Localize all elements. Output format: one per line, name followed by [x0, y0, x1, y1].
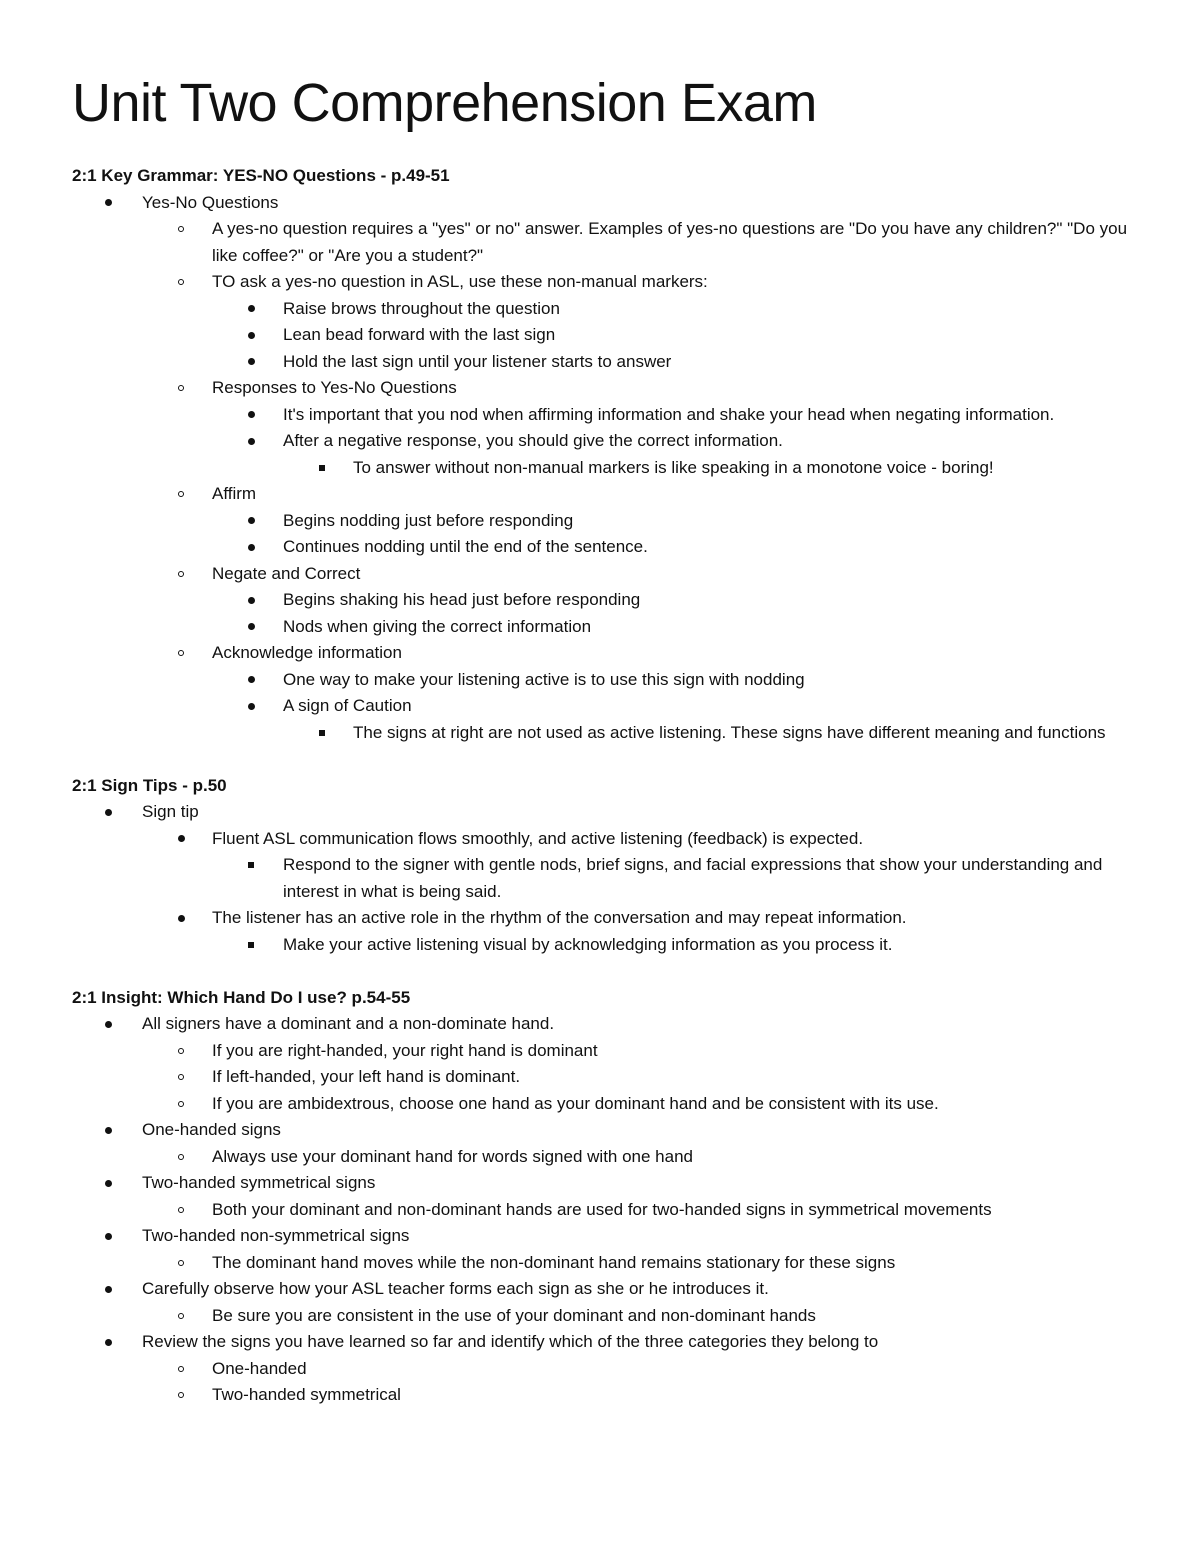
list-item-text: One-handed signs — [142, 1120, 281, 1139]
bullet-dot-icon — [244, 534, 258, 561]
list-item — [72, 826, 1152, 853]
bullet-dot-icon — [244, 402, 258, 429]
list-item — [72, 1197, 1152, 1224]
list-item-text: Lean bead forward with the last sign — [283, 325, 556, 344]
list-item — [72, 1144, 1152, 1171]
list-item — [72, 1091, 1152, 1118]
list-item-text: Begins shaking his head just before responding — [283, 590, 641, 609]
list-item — [72, 1250, 1152, 1277]
list-item-text: Always use your dominant hand for words signed with one hand — [212, 1146, 694, 1166]
bullet-dot-icon — [244, 349, 258, 376]
bullet-circle-icon — [174, 1144, 188, 1171]
list-item-text: Two-handed non-symmetrical signs — [142, 1226, 410, 1245]
bullet-circle-icon — [174, 1356, 188, 1383]
bullet-circle-icon — [174, 269, 188, 296]
list-item — [72, 561, 1152, 588]
bullet-circle-icon — [174, 216, 188, 243]
list-item-text: Hold the last sign until your listener starts to answer — [283, 351, 672, 371]
bullet-dot-icon — [101, 799, 115, 826]
list-item — [72, 349, 1152, 376]
list-item-text: If left-handed, your left hand is dominant. — [212, 1067, 521, 1086]
list-item — [72, 481, 1152, 508]
list-item-text: Sign tip — [142, 802, 199, 821]
section — [72, 163, 1152, 746]
list-item-text: TO ask a yes-no question in ASL, use these non-manual markers: — [212, 272, 708, 291]
bullet-square-icon — [315, 455, 329, 482]
list-item-text: Continues nodding until the end of the sentence. — [283, 537, 648, 556]
bullet-circle-icon — [174, 1091, 188, 1118]
list-item-text: All signers have a dominant and a non-dominate hand. — [142, 1014, 555, 1033]
list-item-text: The listener has an active role in the rhythm of the conversation and may repeat information. — [212, 908, 907, 927]
document-title: Unit Two Comprehension Exam — [72, 73, 817, 133]
list-item-text: Carefully observe how your ASL teacher forms each sign as she or he introduces it. — [142, 1279, 769, 1298]
bullet-circle-icon — [174, 561, 188, 588]
bullet-dot-icon — [101, 1329, 115, 1356]
list-item — [72, 720, 1152, 747]
bullet-circle-icon — [174, 1303, 188, 1330]
bullet-dot-icon — [244, 508, 258, 535]
section-heading: 2:1 Insight: Which Hand Do I use? p.54-55 — [72, 987, 411, 1007]
list-item-text: Two-handed symmetrical — [212, 1385, 401, 1404]
list-item-text: Raise brows throughout the question — [283, 298, 560, 318]
bullet-dot-icon — [101, 1276, 115, 1303]
bullet-circle-icon — [174, 481, 188, 508]
list-item — [72, 1038, 1152, 1065]
bullet-list — [72, 190, 1152, 747]
list-item — [72, 1223, 1152, 1250]
bullet-dot-icon — [244, 667, 258, 694]
bullet-circle-icon — [174, 1197, 188, 1224]
list-item — [72, 1170, 1152, 1197]
bullet-dot-icon — [101, 1170, 115, 1197]
list-item — [72, 852, 1152, 905]
bullet-circle-icon — [174, 1250, 188, 1277]
bullet-dot-icon — [101, 190, 115, 217]
list-item — [72, 1382, 1152, 1409]
bullet-square-icon — [244, 932, 258, 959]
section — [72, 773, 1152, 959]
bullet-dot-icon — [174, 905, 188, 932]
list-item — [72, 1276, 1152, 1303]
list-item — [72, 428, 1152, 455]
list-item — [72, 402, 1152, 429]
list-item — [72, 693, 1152, 720]
list-item-text: Negate and Correct — [212, 563, 361, 583]
bullet-dot-icon — [101, 1117, 115, 1144]
list-item — [72, 1356, 1152, 1383]
list-item — [72, 932, 1152, 959]
bullet-dot-icon — [174, 826, 188, 853]
list-item-text: Be sure you are consistent in the use of your dominant and non-dominant hands — [212, 1305, 816, 1325]
bullet-circle-icon — [174, 1382, 188, 1409]
list-item — [72, 375, 1152, 402]
list-item-text: It's important that you nod when affirming information and shake your head when negating information. — [283, 404, 1055, 424]
bullet-dot-icon — [244, 614, 258, 641]
list-item — [72, 269, 1152, 296]
list-item — [72, 905, 1152, 932]
bullet-circle-icon — [174, 375, 188, 402]
list-item-text: Fluent ASL communication flows smoothly, and active listening (feedback) is expected. — [212, 828, 864, 848]
list-item — [72, 614, 1152, 641]
bullet-square-icon — [244, 852, 258, 879]
list-item-text: To answer without non-manual markers is like speaking in a monotone voice - boring! — [353, 457, 994, 477]
list-item — [72, 190, 1152, 217]
list-item — [72, 667, 1152, 694]
section — [72, 985, 1152, 1409]
list-item-text: Make your active listening visual by acknowledging information as you process it. — [283, 934, 893, 954]
list-item-text: If you are ambidextrous, choose one hand as your dominant hand and be consistent with its use. — [212, 1093, 939, 1113]
list-item — [72, 1064, 1152, 1091]
list-item — [72, 799, 1152, 826]
list-item-text: Affirm — [212, 484, 257, 503]
bullet-dot-icon — [244, 693, 258, 720]
document-body — [72, 163, 1152, 1409]
bullet-circle-icon — [174, 1064, 188, 1091]
list-item-text: Begins nodding just before responding — [283, 510, 574, 530]
section-heading: 2:1 Sign Tips - p.50 — [72, 775, 227, 795]
list-item-text: Both your dominant and non-dominant hands are used for two-handed signs in symmetrical movements — [212, 1199, 992, 1219]
bullet-circle-icon — [174, 1038, 188, 1065]
list-item-text: If you are right-handed, your right hand is dominant — [212, 1040, 598, 1060]
list-item-text: Acknowledge information — [212, 643, 402, 662]
list-item — [72, 455, 1152, 482]
list-item — [72, 1011, 1152, 1038]
list-item-text: One-handed — [212, 1358, 307, 1378]
list-item-text: One way to make your listening active is to use this sign with nodding — [283, 669, 805, 689]
list-item — [72, 1303, 1152, 1330]
list-item-text: Responses to Yes-No Questions — [212, 378, 457, 397]
bullet-dot-icon — [101, 1223, 115, 1250]
bullet-circle-icon — [174, 640, 188, 667]
list-item-text: Review the signs you have learned so far and identify which of the three categories they belong to — [142, 1332, 879, 1351]
bullet-dot-icon — [244, 587, 258, 614]
bullet-list — [72, 799, 1152, 958]
bullet-square-icon — [315, 720, 329, 747]
list-item — [72, 216, 1152, 269]
list-item-text: Respond to the signer with gentle nods, brief signs, and facial expressions that show your understanding and interest in what is being said. — [283, 855, 1103, 901]
list-item — [72, 1117, 1152, 1144]
list-item — [72, 640, 1152, 667]
list-item-text: Yes-No Questions — [142, 192, 279, 212]
bullet-list — [72, 1011, 1152, 1409]
list-item — [72, 1329, 1152, 1356]
bullet-dot-icon — [244, 428, 258, 455]
section-heading: 2:1 Key Grammar: YES-NO Questions - p.49-51 — [72, 166, 450, 185]
list-item — [72, 534, 1152, 561]
bullet-dot-icon — [101, 1011, 115, 1038]
list-item-text: Nods when giving the correct information — [283, 616, 592, 636]
list-item-text: The dominant hand moves while the non-dominant hand remains stationary for these signs — [212, 1252, 896, 1272]
list-item-text: A sign of Caution — [283, 696, 412, 715]
list-item-text: A yes-no question requires a "yes" or no" answer. Examples of yes-no questions are "Do you have any children?" "Do you like coffee?" or "Are you a student?" — [212, 219, 1128, 265]
list-item-text: After a negative response, you should give the correct information. — [283, 431, 783, 450]
list-item — [72, 322, 1152, 349]
list-item — [72, 296, 1152, 323]
list-item-text: The signs at right are not used as active listening. These signs have different meaning and functions — [353, 722, 1106, 742]
list-item — [72, 508, 1152, 535]
list-item — [72, 587, 1152, 614]
bullet-dot-icon — [244, 322, 258, 349]
list-item-text: Two-handed symmetrical signs — [142, 1173, 376, 1192]
bullet-dot-icon — [244, 296, 258, 323]
